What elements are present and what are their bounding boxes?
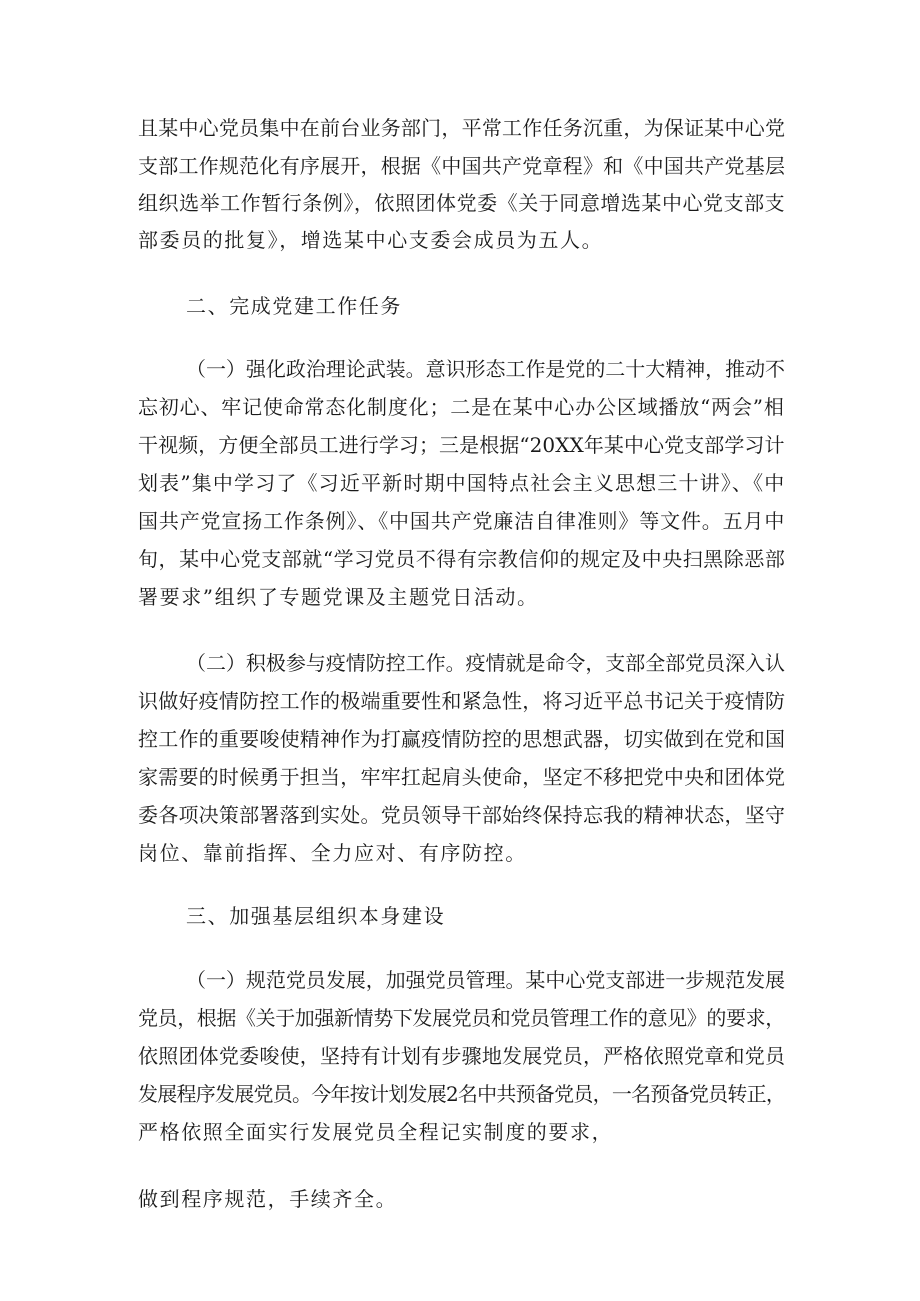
paragraph-line: 组织选举工作暂行条例》，依照团体党委《关于同意增选某中心党支部支	[138, 191, 786, 215]
paragraph-line: 做到程序规范，手续齐全。	[138, 1187, 398, 1211]
paragraph-line: 委各项决策部署落到实处。党员领导干部始终保持忘我的精神状态，坚守	[138, 803, 786, 827]
paragraph-line: 控工作的重要唆使精神作为打赢疫情防控的思想武器，切实做到在党和国	[138, 727, 786, 751]
paragraph-line: 旬，某中心党支部就“学习党员不得有宗教信仰的规定及中央扫黑除恶部	[138, 547, 786, 571]
paragraph-line: （一）规范党员发展，加强党员管理。某中心党支部进一步规范发展	[186, 968, 785, 992]
paragraph-line: 支部工作规范化有序展开，根据《中国共产党章程》和《中国共产党基层	[138, 154, 786, 178]
paragraph-line: 划表”集中学习了《习近平新时期中国特点社会主义思想三十讲》、《中	[138, 471, 786, 495]
section-heading-2: 二、完成党建工作任务	[186, 294, 402, 318]
section-heading-3: 三、加强基层组织本身建设	[186, 904, 446, 928]
paragraph-line: 岗位、靠前指挥、全力应对、有序防控。	[138, 841, 527, 865]
paragraph-line: 党员，根据《关于加强新情势下发展党员和党员管理工作的意见》的要求，	[138, 1006, 785, 1030]
paragraph-line: 且某中心党员集中在前台业务部门，平常工作任务沉重，为保证某中心党	[138, 116, 786, 140]
paragraph-line: 干视频，方便全部员工进行学习；三是根据“20XX年某中心党支部学习计	[138, 433, 785, 457]
paragraph-line: 识做好疫情防控工作的极端重要性和紧急性，将习近平总书记关于疫情防	[138, 689, 786, 713]
paragraph-line: 发展程序发展党员。今年按计划发展2名中共预备党员，一名预备党员转正，	[138, 1082, 786, 1106]
paragraph-line: 署要求”组织了专题党课及主题党日活动。	[138, 585, 539, 609]
paragraph-line: 依照团体党委唆使，坚持有计划有步骤地发展党员，严格依照党章和党员	[138, 1044, 786, 1068]
paragraph-line: 国共产党宣扬工作条例》、《中国共产党廉洁自律准则》等文件。五月中	[138, 509, 786, 533]
paragraph-line: 忘初心、牢记使命常态化制度化；二是在某中心办公区域播放“两会”相	[138, 395, 785, 419]
paragraph-line: 部委员的批复》，增选某中心支委会成员为五人。	[138, 228, 604, 252]
paragraph-line: （二）积极参与疫情防控工作。疫情就是命令，支部全部党员深入认	[186, 651, 785, 675]
paragraph-line: （一）强化政治理论武装。意识形态工作是党的二十大精神，推动不	[186, 357, 785, 381]
paragraph-line: 严格依照全面实行发展党员全程记实制度的要求，	[138, 1120, 614, 1144]
paragraph-line: 家需要的时候勇于担当，牢牢扛起肩头使命，坚定不移把党中央和团体党	[138, 765, 786, 789]
